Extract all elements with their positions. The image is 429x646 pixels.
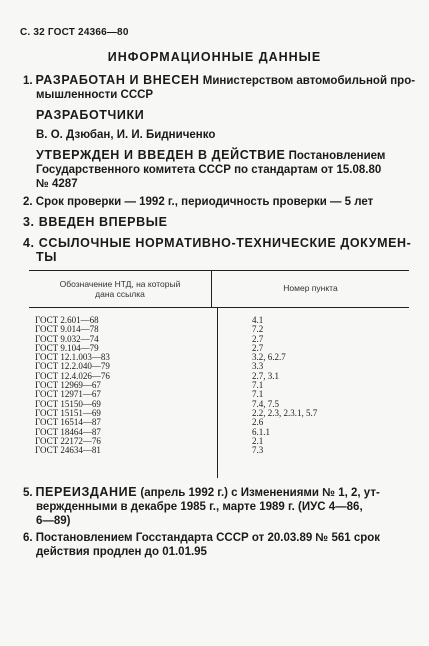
- table-row-clause: 2.6: [252, 417, 264, 428]
- section-6: 6. Постановлением Госстандарта СССР от 20.03.89 № 561 срок действия продлен до 01.01.95: [23, 532, 381, 558]
- developers-names: В. О. Дзюбан, И. И. Бидниченко: [36, 129, 216, 141]
- table-row-clause: 6.1.1: [252, 426, 270, 437]
- table-row-ntd: ГОСТ 2.601—68: [35, 315, 99, 325]
- ntd-column: [29, 308, 217, 478]
- col1-header: Обозначение НТД, на который дана ссылка: [59, 279, 181, 299]
- page-header: С. 32 ГОСТ 24366—80: [20, 27, 129, 38]
- page-title: ИНФОРМАЦИОННЫЕ ДАННЫЕ: [107, 50, 322, 64]
- table-row-ntd: ГОСТ 16514—87: [35, 417, 101, 428]
- table-row-clause: 2.7: [252, 333, 264, 344]
- section-2: 2. Срок проверки — 1992 г., периодичность проверки — 5 лет: [23, 196, 374, 208]
- developers-heading: РАЗРАБОТЧИКИ: [36, 108, 145, 122]
- table-row-clause: 7.4, 7.5: [252, 398, 279, 409]
- table-row-ntd: ГОСТ 12969—67: [35, 380, 101, 391]
- table-row-clause: 2.1: [252, 435, 264, 446]
- table-row-ntd: ГОСТ 12971—67: [35, 389, 101, 400]
- table-row-clause: 2.7: [252, 342, 264, 353]
- table-row-ntd: ГОСТ 12.4.026—76: [35, 370, 110, 381]
- table-row-ntd: ГОСТ 22172—76: [35, 435, 101, 446]
- table-body: [29, 308, 409, 478]
- approved-section: УТВЕРЖДЕН И ВВЕДЕН В ДЕЙСТВИЕ Постановлением Государственного комитета СССР по стандартам от 15.08.80 № 4287: [36, 148, 386, 190]
- table-row-ntd: ГОСТ 9.032—74: [35, 333, 99, 344]
- table-row-clause: 2.2, 2.3, 2.3.1, 5.7: [252, 407, 318, 418]
- section-3: 3. ВВЕДЕН ВПЕРВЫЕ: [23, 215, 168, 229]
- table-row-ntd: ГОСТ 9.104—79: [35, 342, 99, 353]
- table-row-clause: 7.3: [252, 445, 264, 456]
- reference-table: [29, 270, 409, 478]
- col2-header: Номер пункта: [283, 283, 338, 293]
- table-row-clause: 7.1: [252, 389, 264, 400]
- table-row-clause: 2.7, 3.1: [252, 370, 279, 381]
- clause-column: [218, 308, 409, 478]
- table-row-ntd: ГОСТ 9.014—78: [35, 324, 99, 335]
- section-4: 4. ССЫЛОЧНЫЕ НОРМАТИВНО-ТЕХНИЧЕСКИЕ ДОКУМЕН- ТЫ: [23, 236, 412, 264]
- table-row-ntd: ГОСТ 18464—87: [35, 426, 101, 437]
- table-row-clause: 7.2: [252, 324, 264, 335]
- section-5: 5. ПЕРЕИЗДАНИЕ (апрель 1992 г.) с Изменениями № 1, 2, ут- вержденными в декабре 1985 г., марте 1989 г. (ИУС 4—86, 6—89): [23, 485, 380, 527]
- table-row-ntd: ГОСТ 15150—69: [35, 398, 101, 409]
- table-row-clause: 4.1: [252, 315, 264, 325]
- table-row-ntd: ГОСТ 24634—81: [35, 445, 101, 456]
- table-row-clause: 3.3: [252, 361, 264, 372]
- table-row-clause: 7.1: [252, 380, 264, 391]
- section-1: 1. РАЗРАБОТАН И ВНЕСЕН Министерством автомобильной про- мышленности СССР: [23, 73, 416, 101]
- table-row-ntd: ГОСТ 12.2.040—79: [35, 361, 110, 372]
- table-row-ntd: ГОСТ 15151—69: [35, 407, 101, 418]
- table-row-clause: 3.2, 6.2.7: [252, 352, 286, 363]
- table-header: [29, 271, 409, 307]
- table-row-ntd: ГОСТ 12.1.003—83: [35, 352, 110, 363]
